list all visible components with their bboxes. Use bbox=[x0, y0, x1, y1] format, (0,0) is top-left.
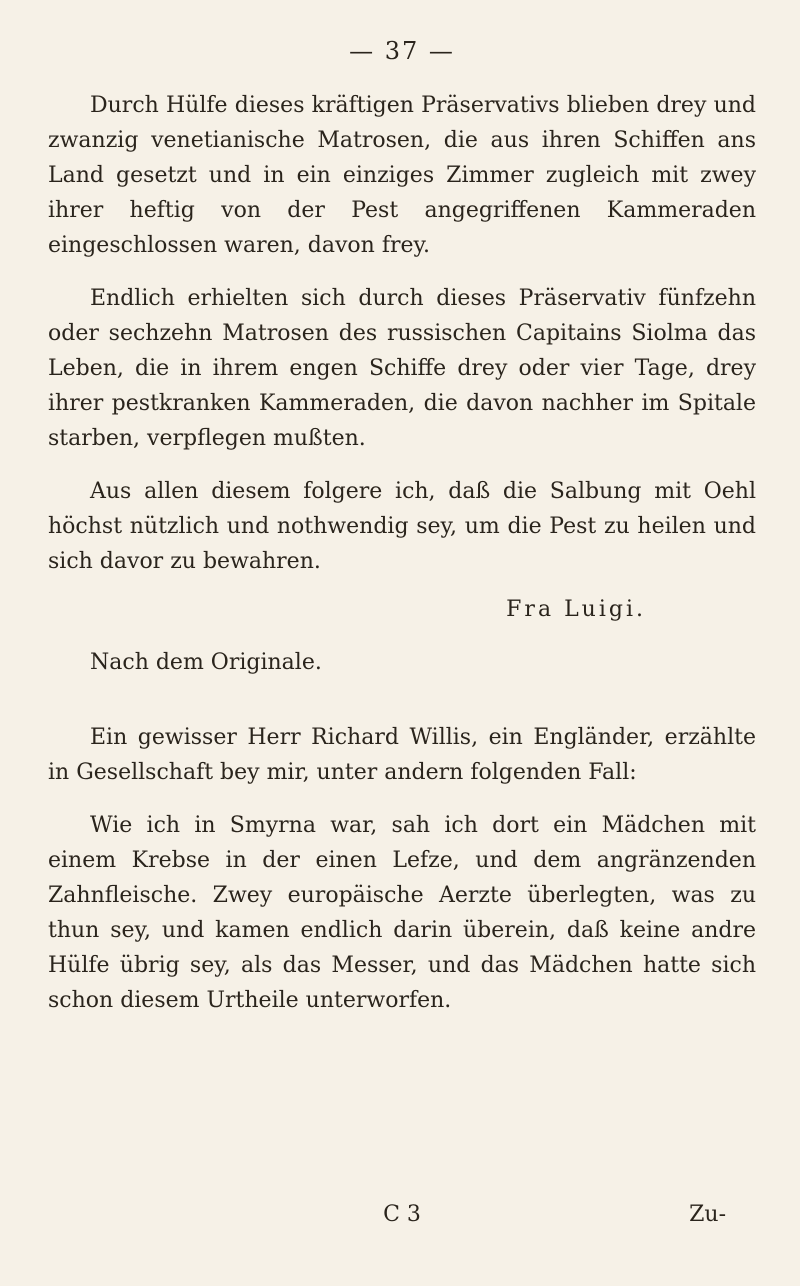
paragraph-4: Ein gewisser Herr Richard Willis, ein Engländer, erzählte in Gesellschaft bey mir, unter andern folgenden Fall: bbox=[48, 725, 756, 785]
source-note: Nach dem Originale. bbox=[90, 650, 322, 675]
paragraph-3: Aus allen diesem folgere ich, daß die Salbung mit Oehl höchst nützlich und nothwendig sey, um die Pest zu heilen und sich davor zu bewahren. bbox=[48, 479, 756, 574]
paragraph-2: Endlich erhielten sich durch dieses Präservativ fünfzehn oder sechzehn Matrosen des russischen Capitains Siolma das Leben, die in ihrem engen Schiffe drey oder vier Tage, drey ihrer pestkranken Kammeraden, die davon nachher im Spitale starben, verpflegen mußten. bbox=[48, 286, 756, 451]
page-number: — 37 — bbox=[349, 37, 455, 65]
signature: Fra Luigi. bbox=[506, 597, 646, 622]
signature-mark: C 3 bbox=[383, 1202, 421, 1227]
catchword: Zu- bbox=[689, 1202, 726, 1227]
paragraph-5: Wie ich in Smyrna war, sah ich dort ein Mädchen mit einem Krebse in der einen Lefze, und dem angränzenden Zahnfleische. Zwey europäische Aerzte überlegten, was zu thun sey, und kamen endlich darin überein, daß keine andre Hülfe übrig sey, als das Messer, und das Mädchen hatte sich schon diesem Urtheile unterworfen. bbox=[48, 813, 756, 1013]
paragraph-1: Durch Hülfe dieses kräftigen Präservativs blieben drey und zwanzig venetianische Matrosen, die aus ihren Schiffen ans Land gesetzt und in ein einziges Zimmer zugleich mit zwey ihrer heftig von der Pest angegriffenen Kammeraden eingeschlossen waren, davon frey. bbox=[48, 93, 756, 258]
page-footer bbox=[48, 1198, 756, 1232]
